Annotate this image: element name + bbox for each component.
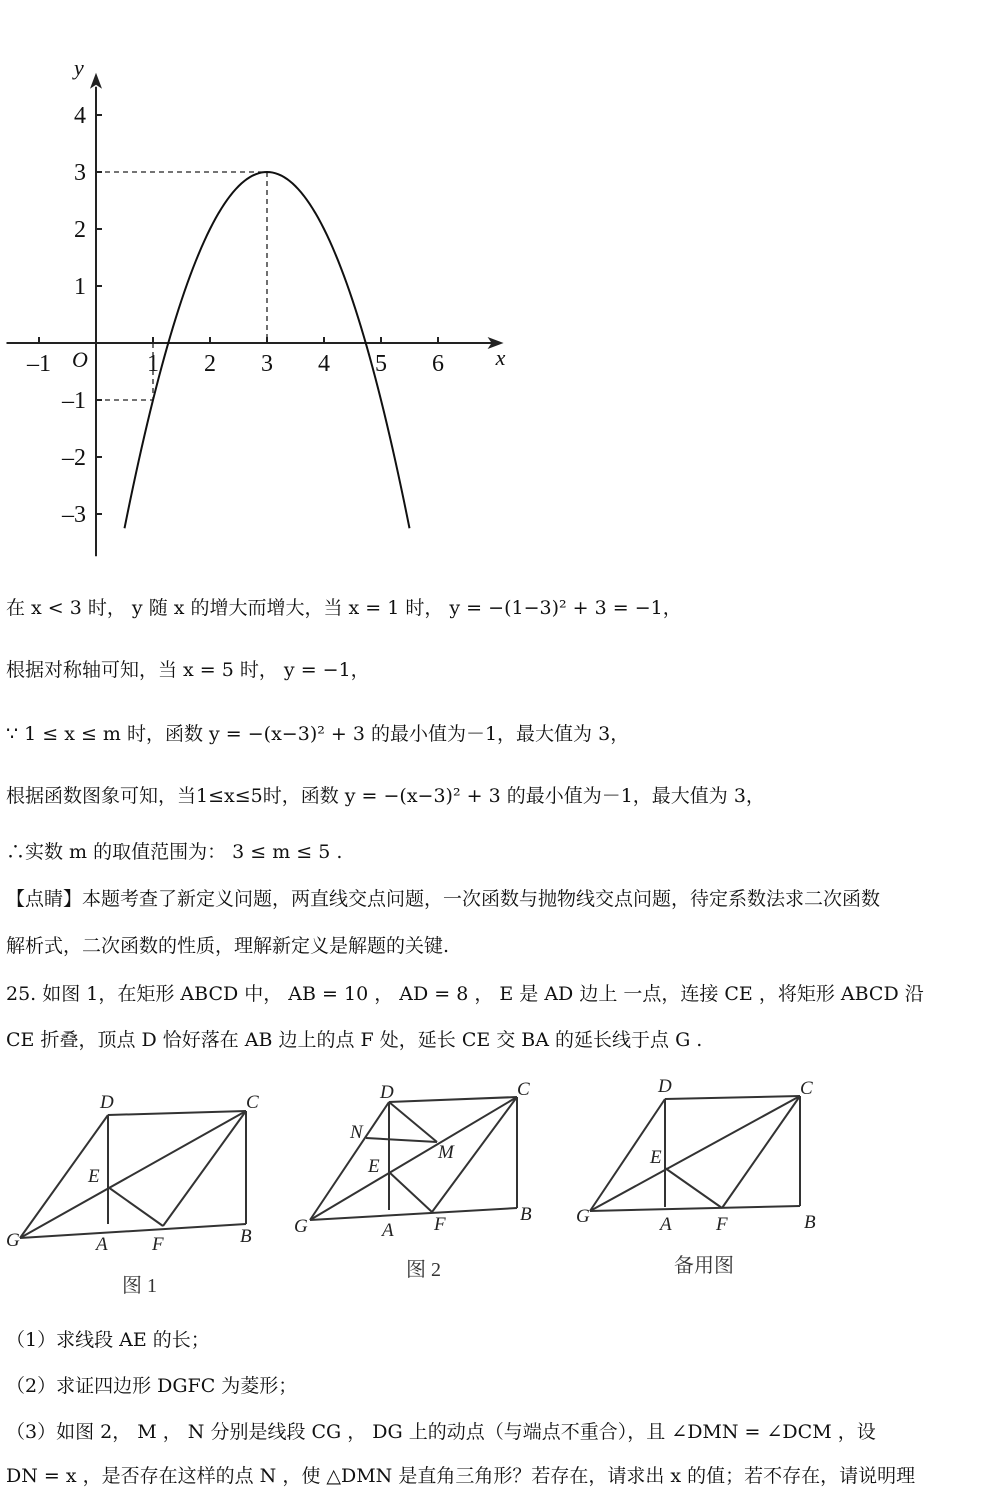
fig3-label-F: F — [716, 1214, 728, 1235]
problem-line-2: CE 折叠，顶点 D 恰好落在 AB 边上的点 F 处，延长 CE 交 BA 的延长线于点 G . — [6, 1029, 703, 1051]
problem-line-1: 25. 如图 1，在矩形 ABCD 中， AB = 10 ， AD = 8 ， E 是 AD 边上 一点，连接 CE ，将矩形 ABCD 沿 — [6, 983, 924, 1005]
fig3-label-A: A — [660, 1214, 672, 1235]
y-axis-label: y — [74, 60, 84, 80]
question-2: （2）求证四边形 DGFC 为菱形； — [6, 1375, 298, 1397]
fig3-label-G: G — [576, 1206, 590, 1227]
fig2-label-C: C — [517, 1079, 530, 1100]
y-tick-label: 2 — [74, 217, 86, 243]
figure-3-lines — [590, 1096, 800, 1211]
solution-line-5: ∴实数 m 的取值范围为： 3 ≤ m ≤ 5 . — [6, 841, 343, 863]
fig1-label-C: C — [246, 1092, 259, 1113]
solution-line-1: 在 x < 3 时， y 随 x 的增大而增大，当 x = 1 时， y = −(1−3)² + 3 = −1， — [6, 597, 682, 619]
x-axis-label: x — [495, 345, 506, 370]
x-tick-label: 5 — [375, 351, 387, 377]
y-axis-arrow — [90, 73, 102, 89]
fig2-label-D: D — [380, 1082, 394, 1103]
question-3: （3）如图 2， M ， N 分别是线段 CG ， DG 上的动点（与端点不重合），且 ∠DMN = ∠DCM ，设 — [6, 1421, 876, 1443]
comment-line-1: 【点睛】本题考查了新定义问题，两直线交点问题，一次函数与抛物线交点问题，待定系数法求二次函数 — [6, 888, 881, 910]
x-tick-label: 4 — [318, 351, 330, 377]
fig1-label-G: G — [6, 1230, 20, 1251]
fig3-label-E: E — [650, 1147, 662, 1168]
x-tick-label: –1 — [27, 351, 51, 377]
fig1-label-A: A — [96, 1234, 108, 1255]
x-tick-label: 2 — [204, 351, 216, 377]
y-tick-label: –2 — [62, 445, 86, 471]
fig2-label-A: A — [382, 1220, 394, 1241]
y-tick-label: –3 — [62, 502, 86, 528]
x-tick-label: 3 — [261, 351, 273, 377]
fig1-caption: 图 1 — [122, 1275, 157, 1297]
parabola-chart — [0, 60, 520, 560]
origin-label: O — [72, 347, 88, 372]
fig3-label-D: D — [658, 1076, 672, 1097]
solution-line-4: 根据函数图象可知，当1≤x≤5时，函数 y = −(x−3)² + 3 的最小值为－1，最大值为 3， — [6, 785, 765, 807]
figure-1-lines — [20, 1111, 246, 1238]
fig1-label-B: B — [240, 1226, 252, 1247]
y-tick-label: 3 — [74, 160, 86, 186]
fig3-caption: 备用图 — [674, 1255, 734, 1277]
comment-line-2: 解析式，二次函数的性质，理解新定义是解题的关键. — [6, 935, 450, 957]
fig1-label-F: F — [152, 1234, 164, 1255]
solution-line-3: ∵ 1 ≤ x ≤ m 时，函数 y = −(x−3)² + 3 的最小值为－1，最大值为 3， — [6, 723, 630, 745]
fig1-label-E: E — [88, 1166, 100, 1187]
geometry-figures — [0, 1070, 986, 1310]
fig2-label-F: F — [434, 1214, 446, 1235]
fig2-label-N: N — [350, 1122, 363, 1143]
x-tick-label: 6 — [432, 351, 444, 377]
figure-2-lines — [310, 1097, 517, 1220]
question-1: （1）求线段 AE 的长； — [6, 1329, 210, 1351]
fig3-label-C: C — [800, 1078, 813, 1099]
fig1-label-D: D — [100, 1092, 114, 1113]
fig2-label-E: E — [368, 1156, 380, 1177]
fig2-caption: 图 2 — [406, 1259, 441, 1281]
x-tick-label: 1 — [147, 351, 159, 377]
question-4: DN = x ，是否存在这样的点 N ，使 △DMN 是直角三角形？若存在，请求出 x 的值；若不存在，请说明理 — [6, 1465, 916, 1487]
solution-line-2: 根据对称轴可知，当 x = 5 时， y = −1， — [6, 659, 370, 681]
y-tick-label: 1 — [74, 274, 86, 300]
fig2-label-B: B — [520, 1204, 532, 1225]
fig2-label-M: M — [438, 1142, 454, 1163]
fig2-label-G: G — [294, 1216, 308, 1237]
fig3-label-B: B — [804, 1212, 816, 1233]
y-tick-label: –1 — [62, 388, 86, 414]
y-tick-label: 4 — [74, 103, 86, 129]
